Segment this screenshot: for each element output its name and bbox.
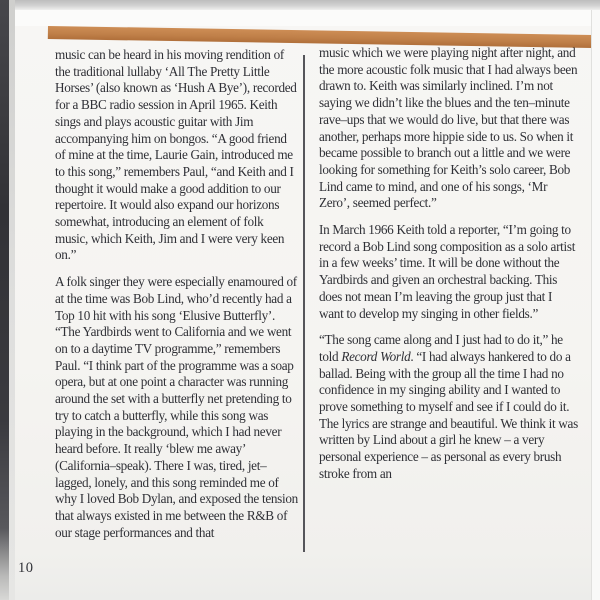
paragraph: music which we were playing night after night, and the more acoustic folk music that I had always been drawn to. Keith was similarly inclined. I’m not saying we didn’t like the blues and the ten–minute rave–ups that we would do live, but that there was another, perhaps more hippie side to us. So when it became possible to branch out a little and we were looking for something for Keith’s solo career, Bob Lind came to mind, and one of his songs, ‘Mr Zero’, seemed perfect.” [319, 45, 578, 211]
paragraph: In March 1966 Keith told a reporter, “I’m going to record a Bob Lind song composition as a solo artist in a few weeks’ time. It will be done without the Yardbirds and given an orchestral backing. This does not mean I’m leaving the group just that I want to develop my singing in other fields.” [319, 222, 576, 321]
paragraph: A folk singer they were especially enamoured of at the time was Bob Lind, who’d recently had a Top 10 hit with his song ‘Elusive Butterfly’. “The Yardbirds went to California and we went on to a daytime TV programme,” remembers Paul. “I think part of the programme was a soap opera, but at one point a character was running around the set with a butterfly net pretending to try to catch a butterfly, while this song was playing in the background, which I had never heard before. It really ‘blew me away’ (California–speak). There I was, tired, jet–lagged, lonely, and this song reminded me of why I loved Bob Dylan, and exposed the tension that always existed in me between the R&B of our stage performances and that [55, 274, 298, 540]
paragraph: “The song came along and I just had to do it,” he told Record World. “I had always hankered to do a ballad. Being with the group all the time I had no confidence in my singing ability and I wanted to prove something to myself and see if I could do it. The lyrics are strange and beautiful. We think it was written by Lind about a girl he knew – a very personal experience – as personal as every brush stroke from an [319, 332, 578, 481]
text-column-left [55, 47, 299, 559]
text-column-right [319, 45, 578, 557]
column-divider-rule [303, 55, 305, 552]
paragraph: music can be heard in his moving rendition of the traditional lullaby ‘All The Pretty Little Horses’ (also known as ‘Hush A Bye’), recorded for a BBC radio session in April 1965. Keith sings and plays acoustic guitar with Jim accompanying him on bongos. “A good friend of mine at the time, Laurie Gain, introduced me to this song,” remembers Paul, “and Keith and I thought it would make a good addition to our repertoire. It would also expand our horizons somewhat, introducing an element of folk music, which Keith, Jim and I were very keen on.” [55, 47, 297, 263]
page-number: 10 [18, 560, 34, 576]
